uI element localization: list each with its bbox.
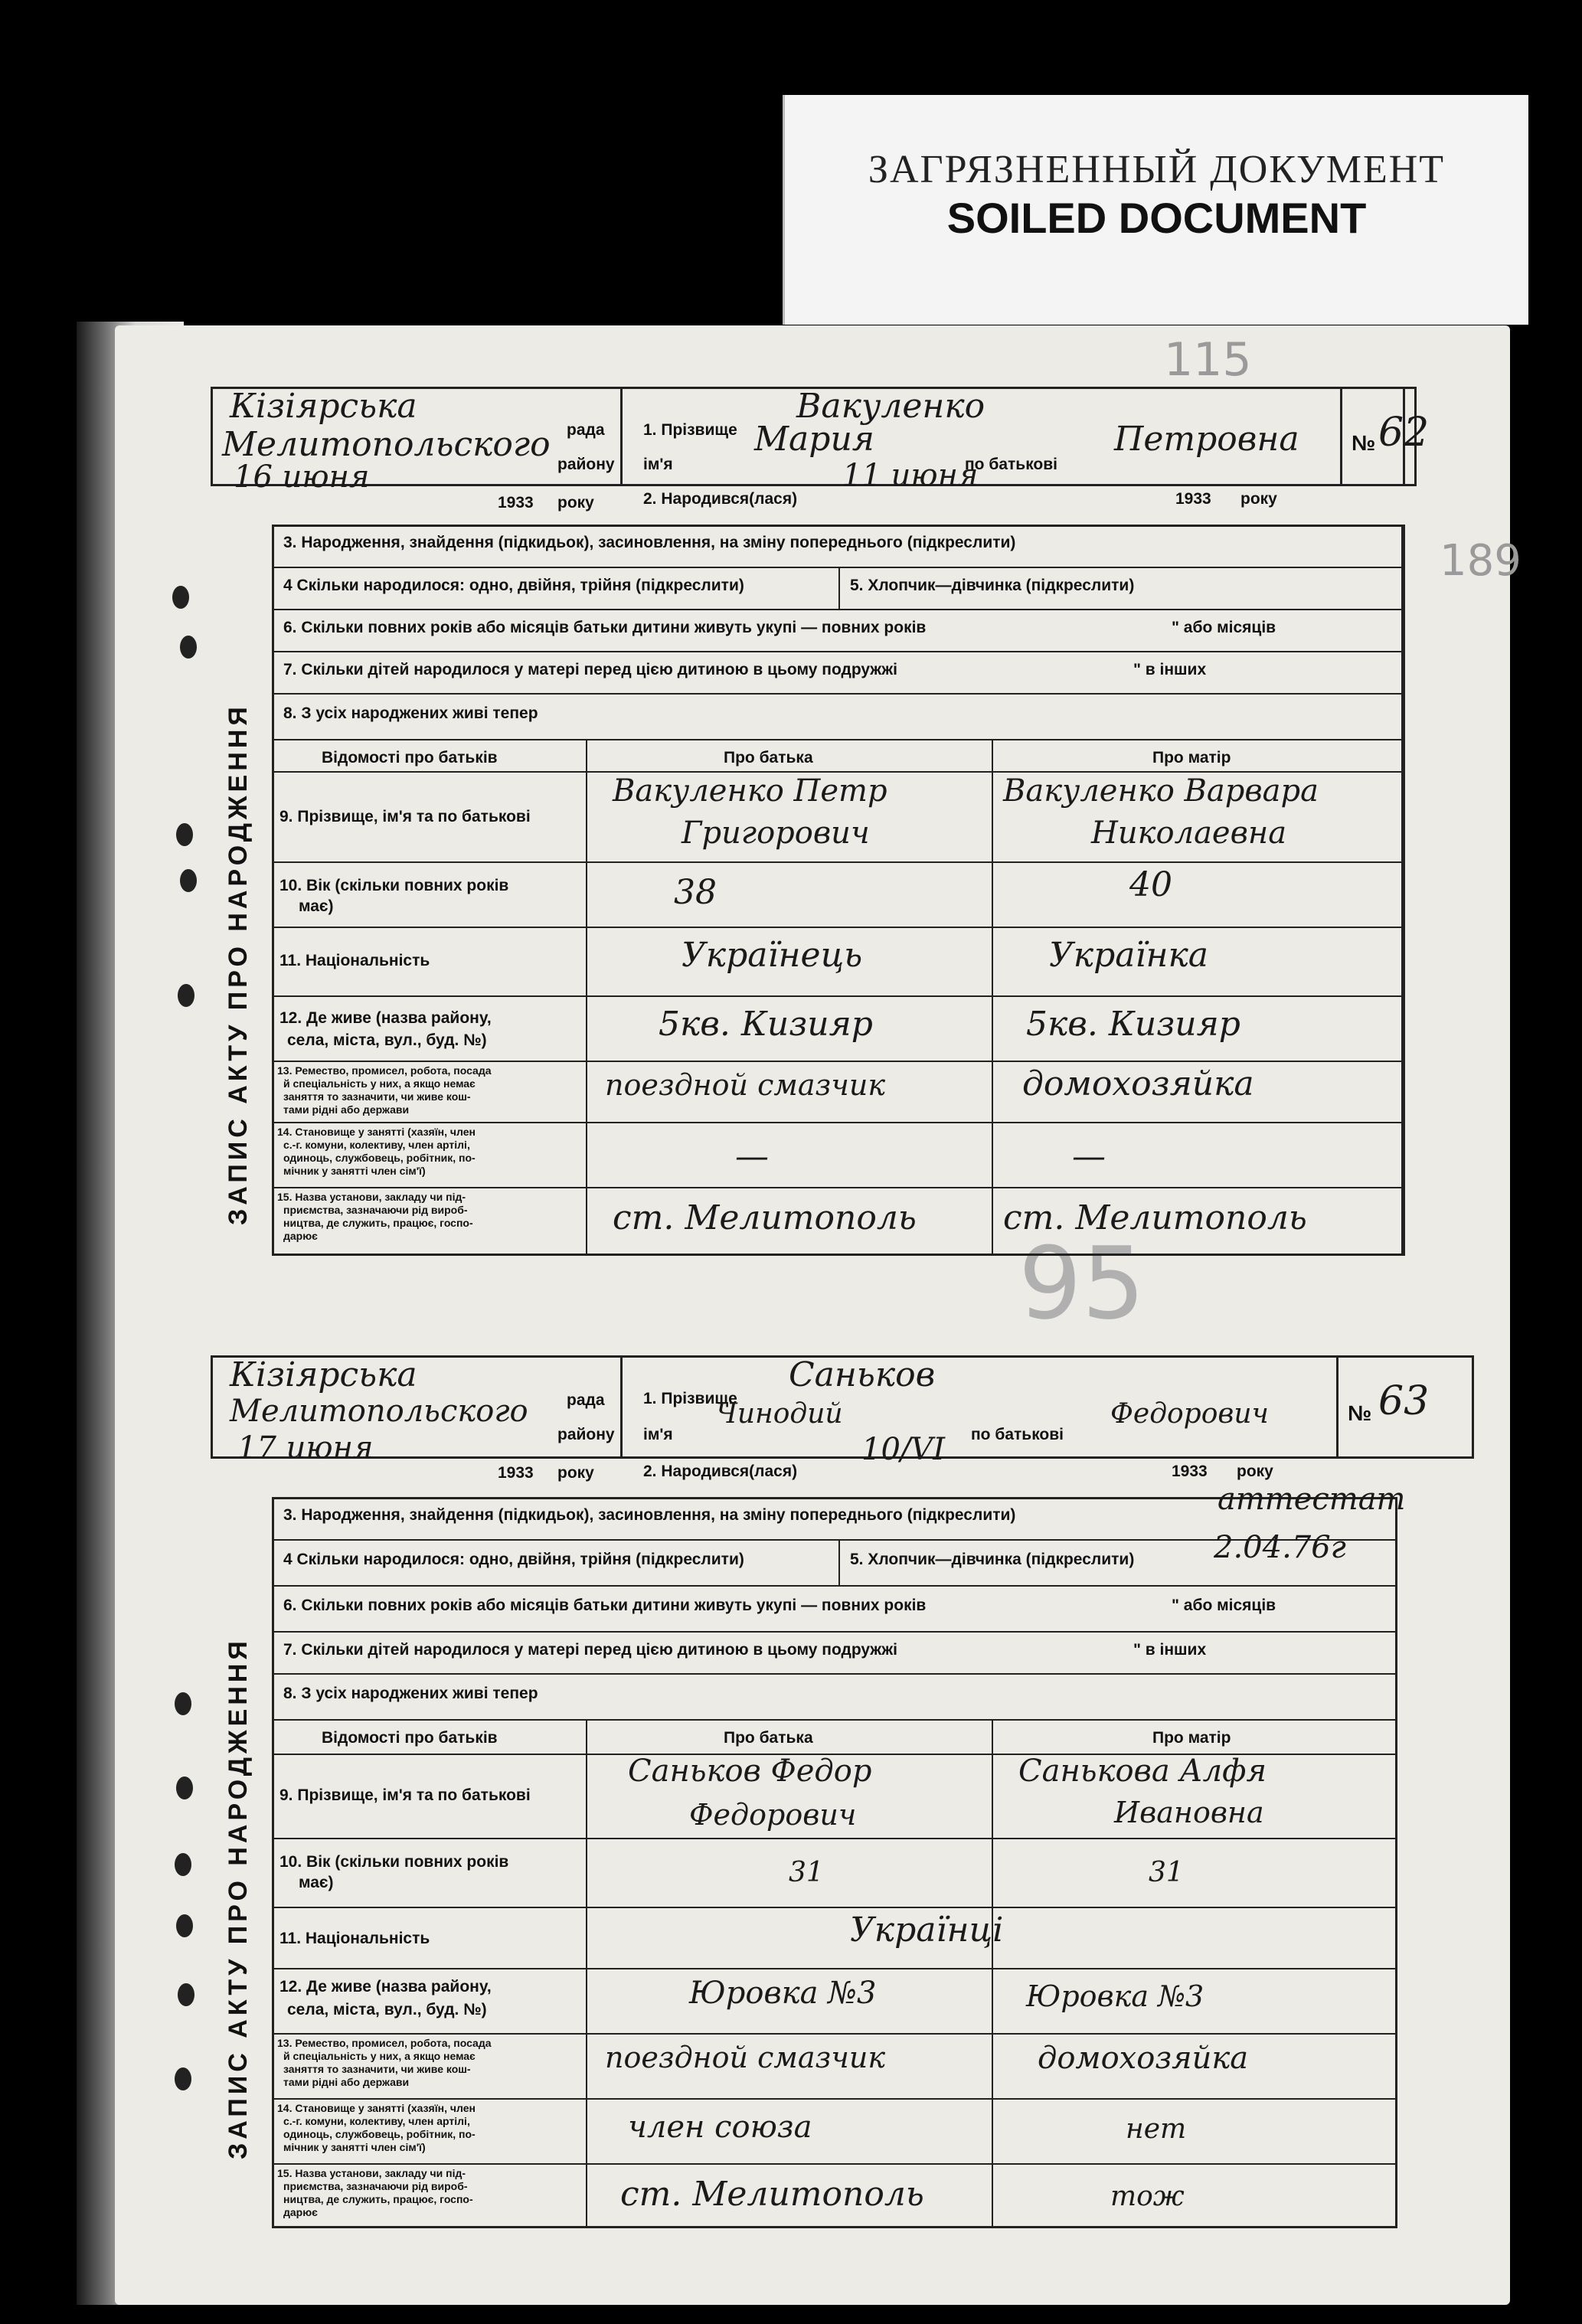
mother-name-line1: Санькова Алфя	[1018, 1754, 1267, 1789]
registration-date: 16 июня	[234, 459, 370, 495]
mother-age: 40	[1129, 865, 1172, 904]
binding-hole	[176, 823, 193, 846]
father-address: Юровка №3	[689, 1976, 877, 2011]
binding-hole	[176, 1914, 193, 1937]
father-occupation: поездной смазчик	[605, 2041, 886, 2074]
father-nationality: Українець	[682, 936, 863, 975]
father-name-line1: Саньков Федор	[628, 1754, 872, 1789]
pencil-number-mark: 95	[1018, 1225, 1146, 1342]
binding-hole	[178, 1983, 194, 2006]
child-patronymic: Федорович	[1110, 1398, 1269, 1430]
binding-hole	[175, 1692, 191, 1715]
father-position: член союза	[628, 2110, 812, 2145]
child-surname: Саньков	[789, 1355, 936, 1394]
registration-date: 17 июня	[237, 1430, 374, 1466]
record-side-title: ЗАПИС АКТУ ПРО НАРОДЖЕННЯ	[224, 1637, 253, 2159]
raion-value: Мелитопольского	[230, 1394, 528, 1429]
binding-hole	[176, 1777, 193, 1799]
rada-value: Кізіярська	[230, 387, 417, 426]
father-name-line2: Григорович	[682, 816, 870, 851]
binding-hole	[180, 636, 197, 659]
mother-address: 5кв. Кизияр	[1026, 1005, 1240, 1044]
child-name: Мария	[754, 420, 874, 459]
child-surname: Вакуленко	[796, 387, 985, 426]
mother-occupation: домохозяйка	[1022, 1064, 1254, 1103]
child-patronymic: Петровна	[1114, 420, 1299, 459]
record-side-title: ЗАПИС АКТУ ПРО НАРОДЖЕННЯ	[224, 703, 253, 1225]
mother-workplace: ст. Мелитополь	[1003, 1198, 1307, 1237]
mother-position: —	[1072, 1137, 1106, 1176]
record-number: 62	[1378, 410, 1430, 456]
raion-value: Мелитопольского	[222, 425, 551, 464]
archive-number-mark: 189	[1440, 536, 1522, 586]
father-name-line1: Вакуленко Петр	[613, 773, 887, 809]
child-name: Чинодий	[716, 1398, 843, 1430]
binding-hole	[175, 1853, 191, 1876]
binding-hole	[175, 2067, 191, 2090]
mother-age: 31	[1149, 1857, 1184, 1888]
mother-name-line2: Николаевна	[1091, 816, 1287, 851]
birth-date: 11 июня	[842, 458, 979, 493]
stamp-russian-text: ЗАГРЯЗНЕННЫЙ ДОКУМЕНТ	[868, 148, 1446, 191]
binding-hole	[180, 869, 197, 892]
mother-workplace: тож	[1110, 2181, 1185, 2212]
mother-nationality: Українка	[1049, 936, 1209, 975]
father-address: 5кв. Кизияр	[659, 1005, 873, 1044]
father-position: —	[735, 1137, 769, 1176]
father-workplace: ст. Мелитополь	[613, 1198, 917, 1237]
mother-name-line2: Ивановна	[1114, 1796, 1264, 1829]
father-name-line2: Федорович	[689, 1798, 857, 1832]
father-age: 38	[674, 873, 717, 912]
mother-position: нет	[1126, 2113, 1187, 2145]
binding-hole	[172, 586, 189, 609]
stamp-english-text: SOILED DOCUMENT	[946, 194, 1367, 242]
annotation-q5: 2.04.76г	[1214, 1530, 1346, 1565]
nationality-joint: Українці	[850, 1911, 1004, 1950]
page-number-mark: 115	[1164, 333, 1252, 387]
father-occupation: поездной смазчик	[605, 1068, 886, 1102]
binding-hole	[178, 984, 194, 1007]
annotation-q3: аттестат	[1218, 1482, 1406, 1517]
record-number: 63	[1378, 1378, 1430, 1424]
mother-address: Юровка №3	[1026, 1979, 1204, 2013]
rada-value: Кізіярська	[230, 1355, 417, 1394]
mother-occupation: домохозяйка	[1038, 2041, 1249, 2076]
father-age: 31	[789, 1857, 824, 1888]
mother-name-line1: Вакуленко Варвара	[1003, 773, 1319, 809]
father-workplace: ст. Мелитополь	[620, 2175, 924, 2214]
soiled-document-stamp	[783, 95, 1528, 325]
birth-date: 10/VI	[861, 1432, 946, 1467]
